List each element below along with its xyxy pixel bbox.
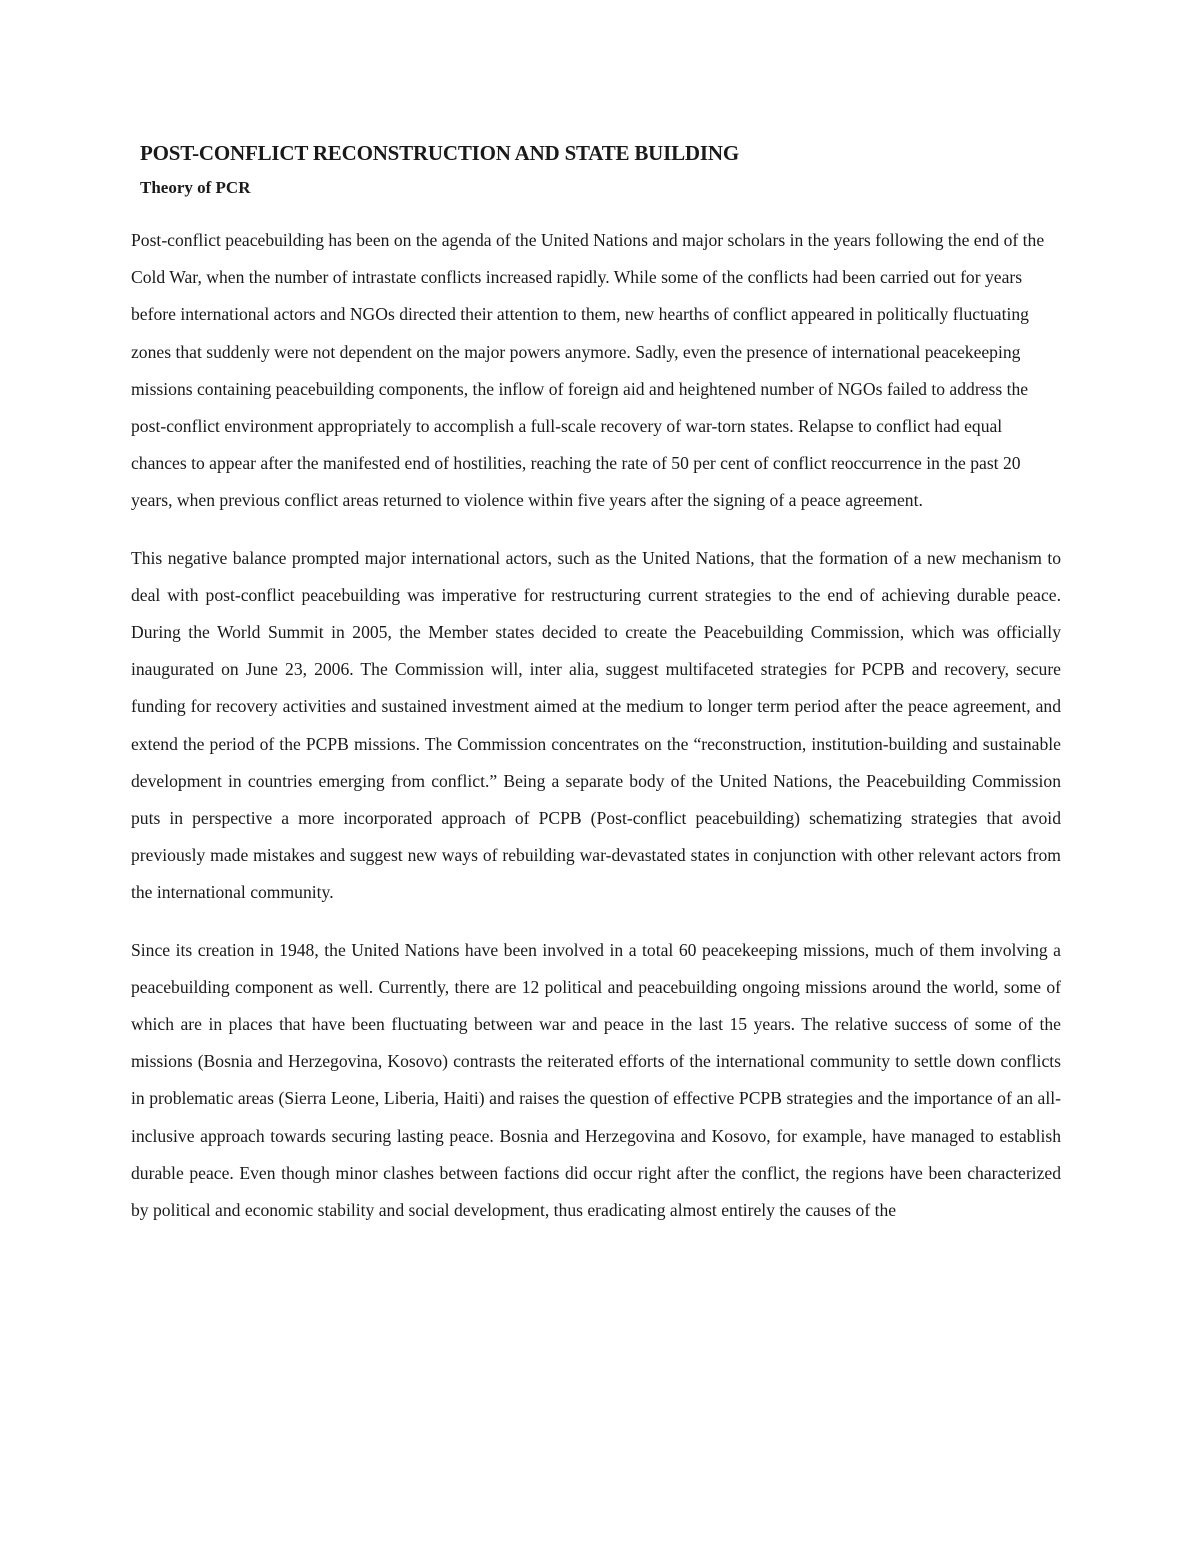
document-title: POST-CONFLICT RECONSTRUCTION AND STATE BUILDING xyxy=(140,141,739,165)
section-heading: Theory of PCR xyxy=(140,178,251,197)
paragraph-1: Post-conflict peacebuilding has been on the agenda of the United Nations and major scholars in the years following the end of the Cold War, when the number of intrastate conflicts increased rapidly. While some of the conflicts had been carried out for years before international actors and NGOs directed their attention to them, new hearths of conflict appeared in politically fluctuating zones that suddenly were not dependent on the major powers anymore. Sadly, even the presence of international peacekeeping missions containing peacebuilding components, the inflow of foreign aid and heightened number of NGOs failed to address the post-conflict environment appropriately to accomplish a full-scale recovery of war-torn states. Relapse to conflict had equal chances to appear after the manifested end of hostilities, reaching the rate of 50 per cent of conflict reoccurrence in the past 20 years, when previous conflict areas returned to violence within five years after the signing of a peace agreement. xyxy=(131,230,1045,511)
paragraph-2: This negative balance prompted major international actors, such as the United Nations, that the formation of a new mechanism to deal with post-conflict peacebuilding was imperative for restructuring current strategies to the end of achieving durable peace. During the World Summit in 2005, the Member states decided to create the Peacebuilding Commission, which was officially inaugurated on June 23, 2006. The Commission will, inter alia, suggest multifaceted strategies for PCPB and recovery, secure funding for recovery activities and sustained investment aimed at the medium to longer term period after the peace agreement, and extend the period of the PCPB missions. The Commission concentrates on the “reconstruction, institution-building and sustainable development in countries emerging from conflict.” Being a separate body of the United Nations, the Peacebuilding Commission puts in perspective a more incorporated approach of PCPB (Post-conflict peacebuilding) schematizing strategies that avoid previously made mistakes and suggest new ways of rebuilding war-devastated states in conjunction with other relevant actors from the international community. xyxy=(131,547,1061,903)
document-body xyxy=(131,222,1061,1229)
paragraph-3: Since its creation in 1948, the United Nations have been involved in a total 60 peacekeeping missions, much of them involving a peacebuilding component as well. Currently, there are 12 political and peacebuilding ongoing missions around the world, some of which are in places that have been fluctuating between war and peace in the last 15 years. The relative success of some of the missions (Bosnia and Herzegovina, Kosovo) contrasts the reiterated efforts of the international community to settle down conflicts in problematic areas (Sierra Leone, Liberia, Haiti) and raises the question of effective PCPB strategies and the importance of an all-inclusive approach towards securing lasting peace. Bosnia and Herzegovina and Kosovo, for example, have managed to establish durable peace. Even though minor clashes between factions did occur right after the conflict, the regions have been characterized by political and economic stability and social development, thus eradicating almost entirely the causes of the xyxy=(131,939,1061,1221)
